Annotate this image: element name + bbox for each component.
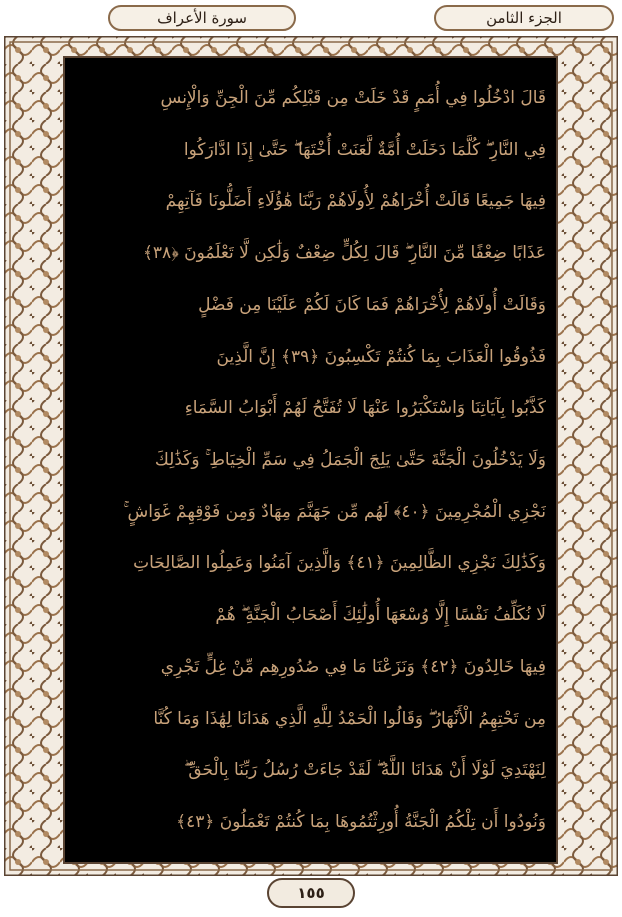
text-line: عَذَابًا ضِعْفًا مِّنَ النَّارِ ۖ قَالَ لِكُلٍّ ضِعْفٌ وَلَٰكِن لَّا تَعْلَمُونَ ﴿٣٨﴾ [142, 243, 546, 264]
text-line: وَنُودُوا أَن تِلْكُمُ الْجَنَّةُ أُورِثْتُمُوهَا بِمَا كُنتُمْ تَعْمَلُونَ ﴿٤٣﴾ [176, 812, 546, 833]
text-line: مِن تَحْتِهِمُ الْأَنْهَارُ ۖ وَقَالُوا الْحَمْدُ لِلَّهِ الَّذِي هَدَانَا لِهَٰذَا وَمَا كُنَّا [153, 708, 546, 729]
text-lines [75, 72, 546, 848]
text-line: وَكَذَٰلِكَ نَجْزِي الظَّالِمِينَ ﴿٤١﴾ وَالَّذِينَ آمَنُوا وَعَمِلُوا الصَّالِحَاتِ [133, 553, 546, 574]
text-line: فِيهَا خَالِدُونَ ﴿٤٢﴾ وَنَزَعْنَا مَا فِي صُدُورِهِم مِّنْ غِلٍّ تَجْرِي [160, 656, 546, 677]
text-line: وَلَا يَدْخُلُونَ الْجَنَّةَ حَتَّىٰ يَلِجَ الْجَمَلُ فِي سَمِّ الْخِيَاطِ ۚ وَكَذَٰلِكَ [154, 450, 546, 471]
text-line: فِي النَّارِ ۖ كُلَّمَا دَخَلَتْ أُمَّةٌ لَّعَنَتْ أُخْتَهَا ۖ حَتَّىٰ إِذَا ادَّارَكُوا [183, 139, 546, 160]
text-line: لَا نُكَلِّفُ نَفْسًا إِلَّا وُسْعَهَا أُولَٰئِكَ أَصْحَابُ الْجَنَّةِ ۖ هُمْ [215, 605, 546, 626]
text-line: نَجْزِي الْمُجْرِمِينَ ﴿٤٠﴾ لَهُم مِّن جَهَنَّمَ مِهَادٌ وَمِن فَوْقِهِمْ غَوَاشٍ ۚ [123, 501, 546, 522]
page-number: ١٥٥ [297, 884, 325, 902]
text-line: فِيهَا جَمِيعًا قَالَتْ أُخْرَاهُمْ لِأُولَاهُمْ رَبَّنَا هَٰؤُلَاءِ أَضَلُّونَا فَآتِهِمْ [165, 191, 546, 212]
text-line: كَذَّبُوا بِآيَاتِنَا وَاسْتَكْبَرُوا عَنْهَا لَا تُفَتَّحُ لَهُمْ أَبْوَابُ السَّمَاءِ [184, 398, 546, 419]
juz-label: الجزء الثامن [486, 9, 562, 27]
surah-label: سورة الأعراف [157, 9, 247, 27]
page-number-badge [267, 878, 355, 908]
quran-text-panel [63, 56, 558, 864]
surah-header [108, 5, 296, 31]
text-line: لِنَهْتَدِيَ لَوْلَا أَنْ هَدَانَا اللَّهُ ۖ لَقَدْ جَاءَتْ رُسُلُ رَبِّنَا بِالْحَقِّ ۖ [184, 760, 546, 781]
text-line: وَقَالَتْ أُولَاهُمْ لِأُخْرَاهُمْ فَمَا كَانَ لَكُمْ عَلَيْنَا مِن فَضْلٍ [198, 294, 546, 315]
text-line: فَذُوقُوا الْعَذَابَ بِمَا كُنتُمْ تَكْسِبُونَ ﴿٣٩﴾ إِنَّ الَّذِينَ [216, 346, 546, 367]
juz-header [434, 5, 614, 31]
text-line: قَالَ ادْخُلُوا فِي أُمَمٍ قَدْ خَلَتْ مِن قَبْلِكُم مِّنَ الْجِنِّ وَالْإِنسِ [160, 87, 546, 108]
